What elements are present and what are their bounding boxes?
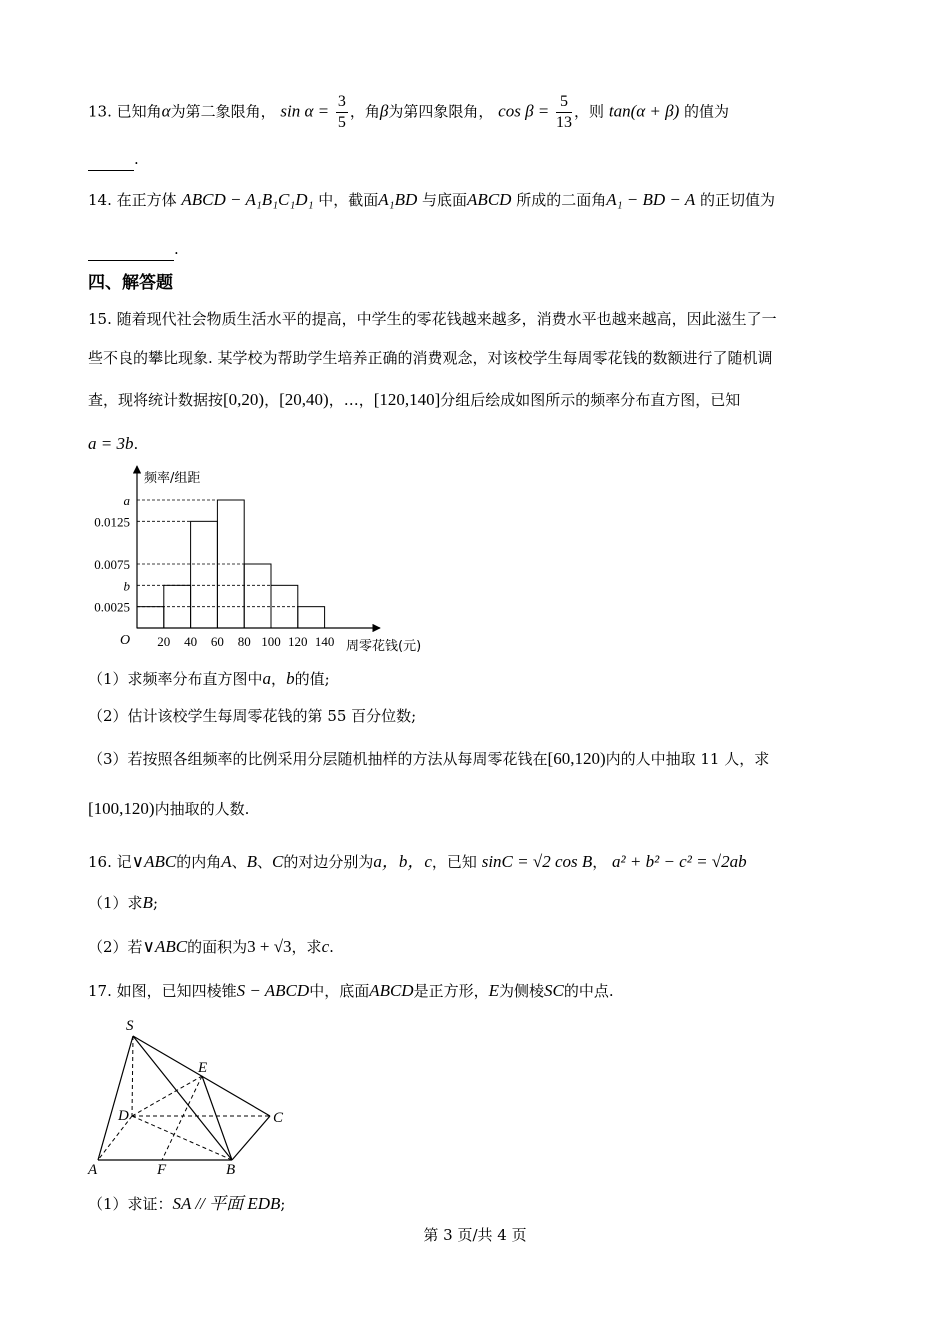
- var-a: a: [262, 669, 272, 688]
- q16-text: ，: [592, 853, 608, 871]
- q14-cube: ABCD − A₁B₁C₁D₁: [181, 190, 314, 209]
- q16-equation1: sinC = √2 cos B: [481, 852, 593, 871]
- x-axis-title: 周零花钱(元): [346, 639, 422, 654]
- q16-area: 3 + √3: [247, 937, 292, 956]
- q17-point-E: E: [488, 981, 499, 1000]
- x-tick-label: 100: [261, 634, 281, 649]
- q15-line2: 些不良的攀比现象. 某学校为帮助学生培养正确的消费观念，对该校学生每周零花钱的数额进行了随机调: [88, 349, 773, 367]
- answer-blank: [88, 146, 134, 171]
- q16-text: ，已知: [431, 853, 477, 871]
- label-F: F: [157, 1162, 167, 1178]
- q15-interval: [100,120): [88, 799, 155, 818]
- edge-EF: [162, 1076, 202, 1160]
- q14-text: 中，截面: [318, 191, 379, 209]
- q15-condition: [88, 432, 138, 456]
- origin-label: O: [120, 633, 131, 648]
- q16-sub2: [88, 935, 334, 959]
- q15-text: 分组后绘成如图所示的频率分布直方图，已知: [440, 391, 741, 409]
- q15-text: （1）求频率分布直方图中: [88, 670, 263, 688]
- label-C: C: [273, 1110, 284, 1126]
- q16-text: ，求: [291, 938, 322, 956]
- q14-line: [88, 188, 775, 212]
- q16-var-c: c: [321, 937, 330, 956]
- q15-text: 内抽取的人数.: [154, 800, 250, 818]
- x-tick-label: 60: [210, 634, 224, 649]
- q16-text: 、: [257, 853, 273, 871]
- x-tick-label: 40: [184, 634, 198, 649]
- edge-SD: [132, 1036, 133, 1116]
- q14-section: A₁BD: [378, 190, 418, 209]
- q13-text: ，角: [349, 102, 380, 121]
- q17-text: 是正方形，: [413, 982, 489, 1000]
- y-tick-labels: [94, 493, 130, 615]
- q16-text: 的面积为: [187, 938, 248, 956]
- q16-text: ;: [152, 894, 158, 912]
- q15-sub3: [88, 747, 769, 771]
- edge-SA: [98, 1036, 133, 1160]
- q15-text: 内的人中抽取 11 人，求: [605, 750, 770, 768]
- q13-alpha: α: [161, 101, 171, 121]
- histogram-bar: [244, 564, 271, 628]
- label-A: A: [88, 1162, 98, 1178]
- q17-line: [88, 979, 614, 1003]
- q16-sides: a，b，c: [373, 852, 432, 871]
- x-tick-label: 120: [288, 634, 308, 649]
- q14-end: .: [174, 240, 179, 258]
- q15-line1: 15. 随着现代社会物质生活水平的提高，中学生的零花钱越来越多，消费水平也越来越高，因此滋生了一: [88, 310, 777, 328]
- frac-numerator: 3: [336, 92, 348, 113]
- q16-text: 的对边分别为: [283, 853, 374, 871]
- edge-DB: [132, 1116, 232, 1160]
- histogram-bar: [298, 607, 325, 628]
- q17-sub1-expr: SA // 平面 EDB: [172, 1194, 281, 1213]
- q13-end: .: [134, 150, 139, 168]
- x-tick-label: 20: [157, 634, 171, 649]
- histogram-bars: [137, 500, 325, 628]
- frac-numerator: 5: [556, 92, 572, 113]
- q17-text: 中，底面: [309, 982, 370, 1000]
- y-axis-title: 频率/组距: [144, 471, 201, 486]
- frac-denominator: 5: [337, 114, 346, 131]
- q15-line3: [88, 388, 740, 412]
- q13-sin-fraction: [336, 92, 348, 133]
- q15-sub2: （2）估计该校学生每周零花钱的第 55 百分位数;: [88, 707, 417, 725]
- edge-BC: [232, 1116, 270, 1160]
- q15-text: （3）若按照各组频率的比例采用分层随机抽样的方法从每周零花钱在: [88, 750, 548, 768]
- q13-text: ，则: [574, 102, 605, 121]
- q16-text: 、: [231, 853, 247, 871]
- q15-cond-end: .: [133, 435, 139, 453]
- section-title: 四、解答题: [88, 273, 173, 293]
- x-tick-label: 140: [314, 634, 335, 649]
- frequency-histogram: [80, 460, 460, 660]
- q16-text: （2）若: [88, 938, 143, 956]
- q16-sub1: [88, 891, 158, 915]
- q15-interval: [20,40): [279, 390, 329, 409]
- answer-blank: [88, 236, 174, 261]
- q17-edge-SC: SC: [544, 981, 564, 1000]
- label-B: B: [226, 1162, 236, 1178]
- q16-var-B: B: [142, 893, 153, 912]
- q17-text: 17. 如图，已知四棱锥: [88, 982, 237, 1000]
- histogram-bar: [137, 607, 164, 628]
- q15-text: ，: [271, 670, 287, 688]
- q15-text: 查，现将统计数据按: [88, 391, 224, 409]
- y-tick-label: a: [123, 493, 130, 508]
- q14-text: 与底面: [422, 191, 468, 209]
- q14-angle: A₁ − BD − A: [606, 190, 696, 209]
- label-S: S: [126, 1018, 134, 1034]
- q14-text: 的正切值为: [700, 191, 776, 209]
- q15-cond-expr: a = 3b: [88, 434, 134, 453]
- q13-text: 为第四象限角，: [388, 102, 494, 121]
- q16-angle-A: A: [221, 852, 232, 871]
- y-tick-label: 0.0025: [94, 599, 130, 615]
- q15-text: ，…，: [328, 391, 374, 409]
- q14-text: 所成的二面角: [516, 191, 607, 209]
- var-b: b: [286, 669, 295, 688]
- q16-triangle: ∨ABC: [131, 852, 177, 871]
- q17-text: 为侧棱: [499, 982, 545, 1000]
- label-D: D: [118, 1108, 129, 1124]
- q15-interval: [60,120): [547, 749, 606, 768]
- q16-angle-B: B: [246, 852, 257, 871]
- q14-base: ABCD: [467, 190, 512, 209]
- q13-tan-expr: tan(α + β): [608, 101, 680, 121]
- q16-text: 16. 记: [88, 853, 132, 871]
- q17-text: （1）求证：: [88, 1195, 173, 1213]
- q15-text: ，: [264, 391, 280, 409]
- q13-text: 13. 已知角: [88, 102, 162, 121]
- histogram-bar: [191, 521, 218, 628]
- q15-interval: [120,140]: [373, 390, 441, 409]
- q16-equation2: a² + b² − c² = √2ab: [612, 852, 747, 871]
- q16-text: .: [329, 938, 334, 956]
- y-tick-label: 0.0125: [94, 514, 130, 530]
- q13-sin-expr: sin α =: [280, 101, 330, 121]
- frac-denominator: 13: [556, 114, 573, 131]
- q13-beta: β: [379, 101, 389, 121]
- edge-SB: [133, 1036, 232, 1160]
- q16-text: 的内角: [176, 853, 222, 871]
- q13-text: 为第二象限角，: [170, 102, 276, 121]
- label-E: E: [198, 1060, 208, 1076]
- q17-sub1: [88, 1192, 285, 1216]
- q13-answer-line: [88, 146, 139, 171]
- q13-cos-expr: cos β =: [498, 101, 550, 121]
- q13-text: 的值为: [684, 102, 730, 121]
- q15-text: 的值;: [294, 670, 330, 688]
- q17-base: ABCD: [369, 981, 414, 1000]
- q17-pyramid: S − ABCD: [236, 981, 310, 1000]
- q16-text: （1）求: [88, 894, 143, 912]
- q17-text: 的中点.: [563, 982, 614, 1000]
- x-tick-label: 80: [237, 634, 251, 649]
- q14-text: 14. 在正方体: [88, 191, 177, 209]
- q13-line: [88, 92, 729, 133]
- q15-sub1: [88, 667, 330, 691]
- q15-sub3-cont: [88, 797, 249, 821]
- histogram-bar: [217, 500, 244, 628]
- q16-line: [88, 850, 747, 874]
- x-tick-labels: [157, 634, 334, 649]
- q17-text: ;: [280, 1195, 286, 1213]
- q14-answer-line: [88, 236, 179, 261]
- y-tick-label: 0.0075: [94, 557, 130, 572]
- q16-triangle: ∨ABC: [142, 937, 188, 956]
- q13-cos-fraction: [556, 92, 572, 133]
- y-tick-label: b: [123, 578, 130, 594]
- q16-angle-C: C: [272, 852, 284, 871]
- pyramid-figure: [82, 1012, 302, 1180]
- page-footer: 第 3 页/共 4 页: [423, 1226, 527, 1244]
- edge-EB: [202, 1076, 232, 1160]
- q15-interval: [0,20): [223, 390, 265, 409]
